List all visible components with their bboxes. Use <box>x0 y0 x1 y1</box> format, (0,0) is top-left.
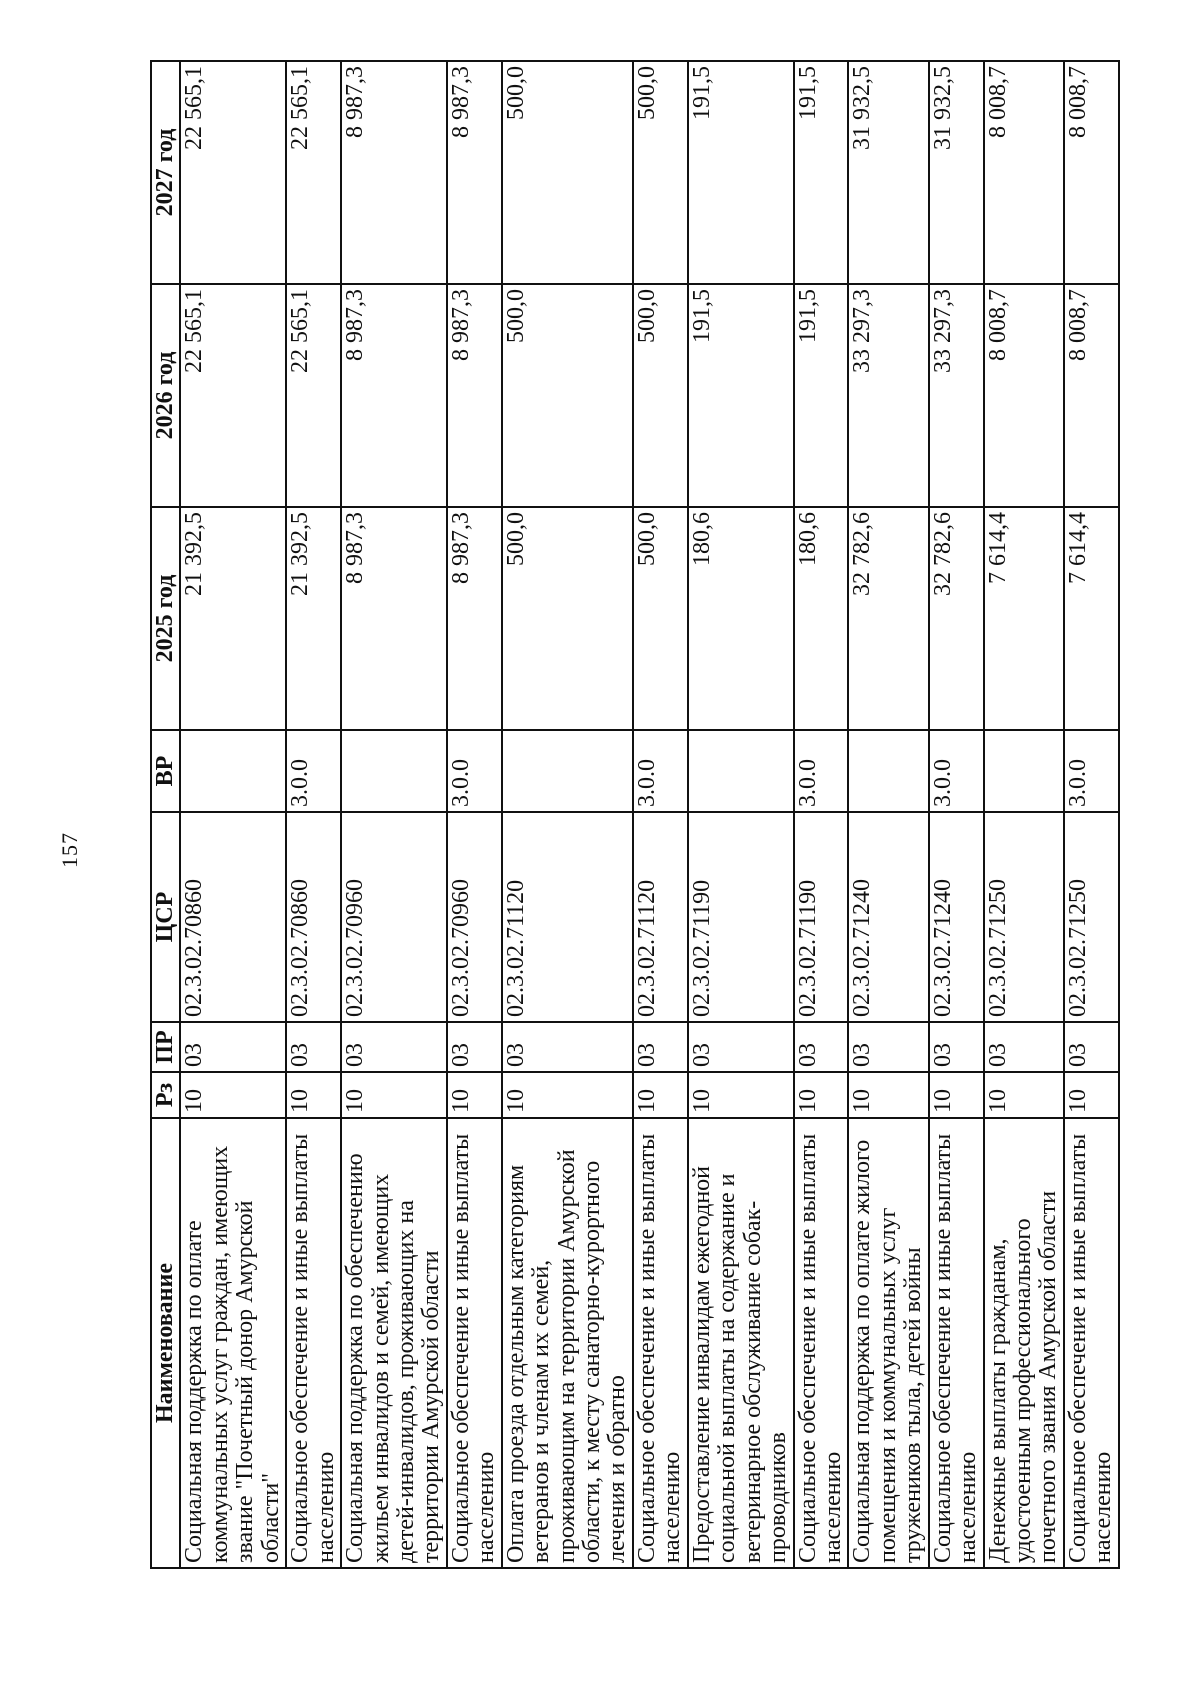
table-row <box>984 61 1064 1568</box>
cell-2026: 33 297,3 <box>929 284 984 507</box>
cell-csr: 02.3.02.70960 <box>447 812 502 1022</box>
cell-vr: 3.0.0 <box>929 730 984 812</box>
cell-2027: 8 987,3 <box>341 61 447 284</box>
cell-name: Социальная поддержка по оплате жилого помещения и коммунальных услуг тружеников тыла, детей войны <box>848 1118 928 1568</box>
cell-vr <box>984 730 1064 812</box>
cell-2027: 22 565,1 <box>286 61 341 284</box>
cell-pr: 03 <box>794 1022 849 1072</box>
cell-2025: 32 782,6 <box>848 507 928 730</box>
cell-vr: 3.0.0 <box>1064 730 1119 812</box>
table-row <box>633 61 688 1568</box>
cell-vr <box>502 730 633 812</box>
header-name: Наименование <box>151 1118 180 1568</box>
cell-vr <box>848 730 928 812</box>
cell-csr: 02.3.02.71250 <box>984 812 1064 1022</box>
cell-pr: 03 <box>688 1022 794 1072</box>
cell-csr: 02.3.02.71240 <box>929 812 984 1022</box>
table-row <box>1064 61 1119 1568</box>
cell-2026: 8 008,7 <box>1064 284 1119 507</box>
cell-rz: 10 <box>688 1072 794 1118</box>
cell-2027: 31 932,5 <box>929 61 984 284</box>
cell-csr: 02.3.02.70860 <box>286 812 341 1022</box>
cell-vr <box>688 730 794 812</box>
header-2025: 2025 год <box>151 507 180 730</box>
cell-rz: 10 <box>447 1072 502 1118</box>
cell-2026: 191,5 <box>794 284 849 507</box>
cell-2025: 8 987,3 <box>341 507 447 730</box>
cell-2026: 33 297,3 <box>848 284 928 507</box>
cell-rz: 10 <box>848 1072 928 1118</box>
cell-pr: 03 <box>633 1022 688 1072</box>
cell-rz: 10 <box>633 1072 688 1118</box>
budget-table <box>150 60 1120 1569</box>
cell-2027: 8 008,7 <box>1064 61 1119 284</box>
cell-vr <box>341 730 447 812</box>
header-rz: Рз <box>151 1072 180 1118</box>
cell-rz: 10 <box>929 1072 984 1118</box>
cell-2027: 500,0 <box>633 61 688 284</box>
table-row <box>502 61 633 1568</box>
cell-pr: 03 <box>180 1022 286 1072</box>
cell-name: Социальное обеспечение и иные выплаты населению <box>794 1118 849 1568</box>
cell-vr: 3.0.0 <box>633 730 688 812</box>
cell-name: Оплата проезда отдельным категориям ветеранов и членам их семей, проживающим на территории Амурской области, к месту санаторно-курортного лечения и обратно <box>502 1118 633 1568</box>
cell-name: Социальная поддержка по оплате коммунальных услуг граждан, имеющих звание "Почетный донор Амурской области" <box>180 1118 286 1568</box>
cell-rz: 10 <box>794 1072 849 1118</box>
cell-vr: 3.0.0 <box>447 730 502 812</box>
cell-vr <box>180 730 286 812</box>
table-row <box>794 61 849 1568</box>
cell-pr: 03 <box>929 1022 984 1072</box>
cell-2026: 500,0 <box>502 284 633 507</box>
cell-csr: 02.3.02.71240 <box>848 812 928 1022</box>
header-vr: ВР <box>151 730 180 812</box>
cell-rz: 10 <box>502 1072 633 1118</box>
cell-csr: 02.3.02.71120 <box>502 812 633 1022</box>
cell-2026: 500,0 <box>633 284 688 507</box>
cell-2025: 21 392,5 <box>180 507 286 730</box>
cell-pr: 03 <box>447 1022 502 1072</box>
cell-name: Денежные выплаты гражданам, удостоенным профессионального почетного звания Амурской области <box>984 1118 1064 1568</box>
table-row <box>688 61 794 1568</box>
cell-pr: 03 <box>502 1022 633 1072</box>
cell-2025: 500,0 <box>502 507 633 730</box>
cell-2026: 8 987,3 <box>447 284 502 507</box>
cell-2026: 8 987,3 <box>341 284 447 507</box>
cell-2027: 191,5 <box>688 61 794 284</box>
cell-pr: 03 <box>984 1022 1064 1072</box>
cell-rz: 10 <box>984 1072 1064 1118</box>
cell-vr: 3.0.0 <box>286 730 341 812</box>
cell-csr: 02.3.02.71190 <box>688 812 794 1022</box>
header-2027: 2027 год <box>151 61 180 284</box>
table-row <box>929 61 984 1568</box>
cell-2026: 22 565,1 <box>286 284 341 507</box>
cell-csr: 02.3.02.71190 <box>794 812 849 1022</box>
cell-2025: 32 782,6 <box>929 507 984 730</box>
cell-pr: 03 <box>341 1022 447 1072</box>
page-number: 157 <box>57 832 82 868</box>
cell-name: Социальное обеспечение и иные выплаты населению <box>1064 1118 1119 1568</box>
cell-2026: 191,5 <box>688 284 794 507</box>
cell-2025: 7 614,4 <box>1064 507 1119 730</box>
cell-2025: 180,6 <box>794 507 849 730</box>
cell-name: Предоставление инвалидам ежегодной социальной выплаты на содержание и ветеринарное обслуживание собак-проводников <box>688 1118 794 1568</box>
table-row <box>286 61 341 1568</box>
header-2026: 2026 год <box>151 284 180 507</box>
cell-csr: 02.3.02.71120 <box>633 812 688 1022</box>
cell-2027: 8 008,7 <box>984 61 1064 284</box>
cell-2027: 31 932,5 <box>848 61 928 284</box>
cell-name: Социальное обеспечение и иные выплаты населению <box>929 1118 984 1568</box>
cell-rz: 10 <box>341 1072 447 1118</box>
cell-2027: 500,0 <box>502 61 633 284</box>
cell-pr: 03 <box>1064 1022 1119 1072</box>
cell-csr: 02.3.02.70860 <box>180 812 286 1022</box>
cell-2026: 22 565,1 <box>180 284 286 507</box>
cell-pr: 03 <box>286 1022 341 1072</box>
cell-2026: 8 008,7 <box>984 284 1064 507</box>
cell-rz: 10 <box>180 1072 286 1118</box>
table-row <box>341 61 447 1568</box>
cell-2027: 191,5 <box>794 61 849 284</box>
cell-2025: 7 614,4 <box>984 507 1064 730</box>
header-csr: ЦСР <box>151 812 180 1022</box>
cell-2025: 8 987,3 <box>447 507 502 730</box>
cell-vr: 3.0.0 <box>794 730 849 812</box>
cell-rz: 10 <box>1064 1072 1119 1118</box>
cell-2025: 180,6 <box>688 507 794 730</box>
cell-pr: 03 <box>848 1022 928 1072</box>
table-row <box>848 61 928 1568</box>
cell-2027: 22 565,1 <box>180 61 286 284</box>
cell-rz: 10 <box>286 1072 341 1118</box>
cell-csr: 02.3.02.71250 <box>1064 812 1119 1022</box>
cell-csr: 02.3.02.70960 <box>341 812 447 1022</box>
header-pr: ПР <box>151 1022 180 1072</box>
cell-2025: 21 392,5 <box>286 507 341 730</box>
budget-table-rotated <box>150 61 1117 1569</box>
table-row <box>447 61 502 1568</box>
table-row <box>180 61 286 1568</box>
cell-2027: 8 987,3 <box>447 61 502 284</box>
cell-name: Социальное обеспечение и иные выплаты населению <box>286 1118 341 1568</box>
cell-name: Социальное обеспечение и иные выплаты населению <box>447 1118 502 1568</box>
table-header-row <box>151 61 180 1568</box>
cell-name: Социальная поддержка по обеспечению жильем инвалидов и семей, имеющих детей-инвалидов, проживающих на территории Амурской области <box>341 1118 447 1568</box>
cell-2025: 500,0 <box>633 507 688 730</box>
cell-name: Социальное обеспечение и иные выплаты населению <box>633 1118 688 1568</box>
